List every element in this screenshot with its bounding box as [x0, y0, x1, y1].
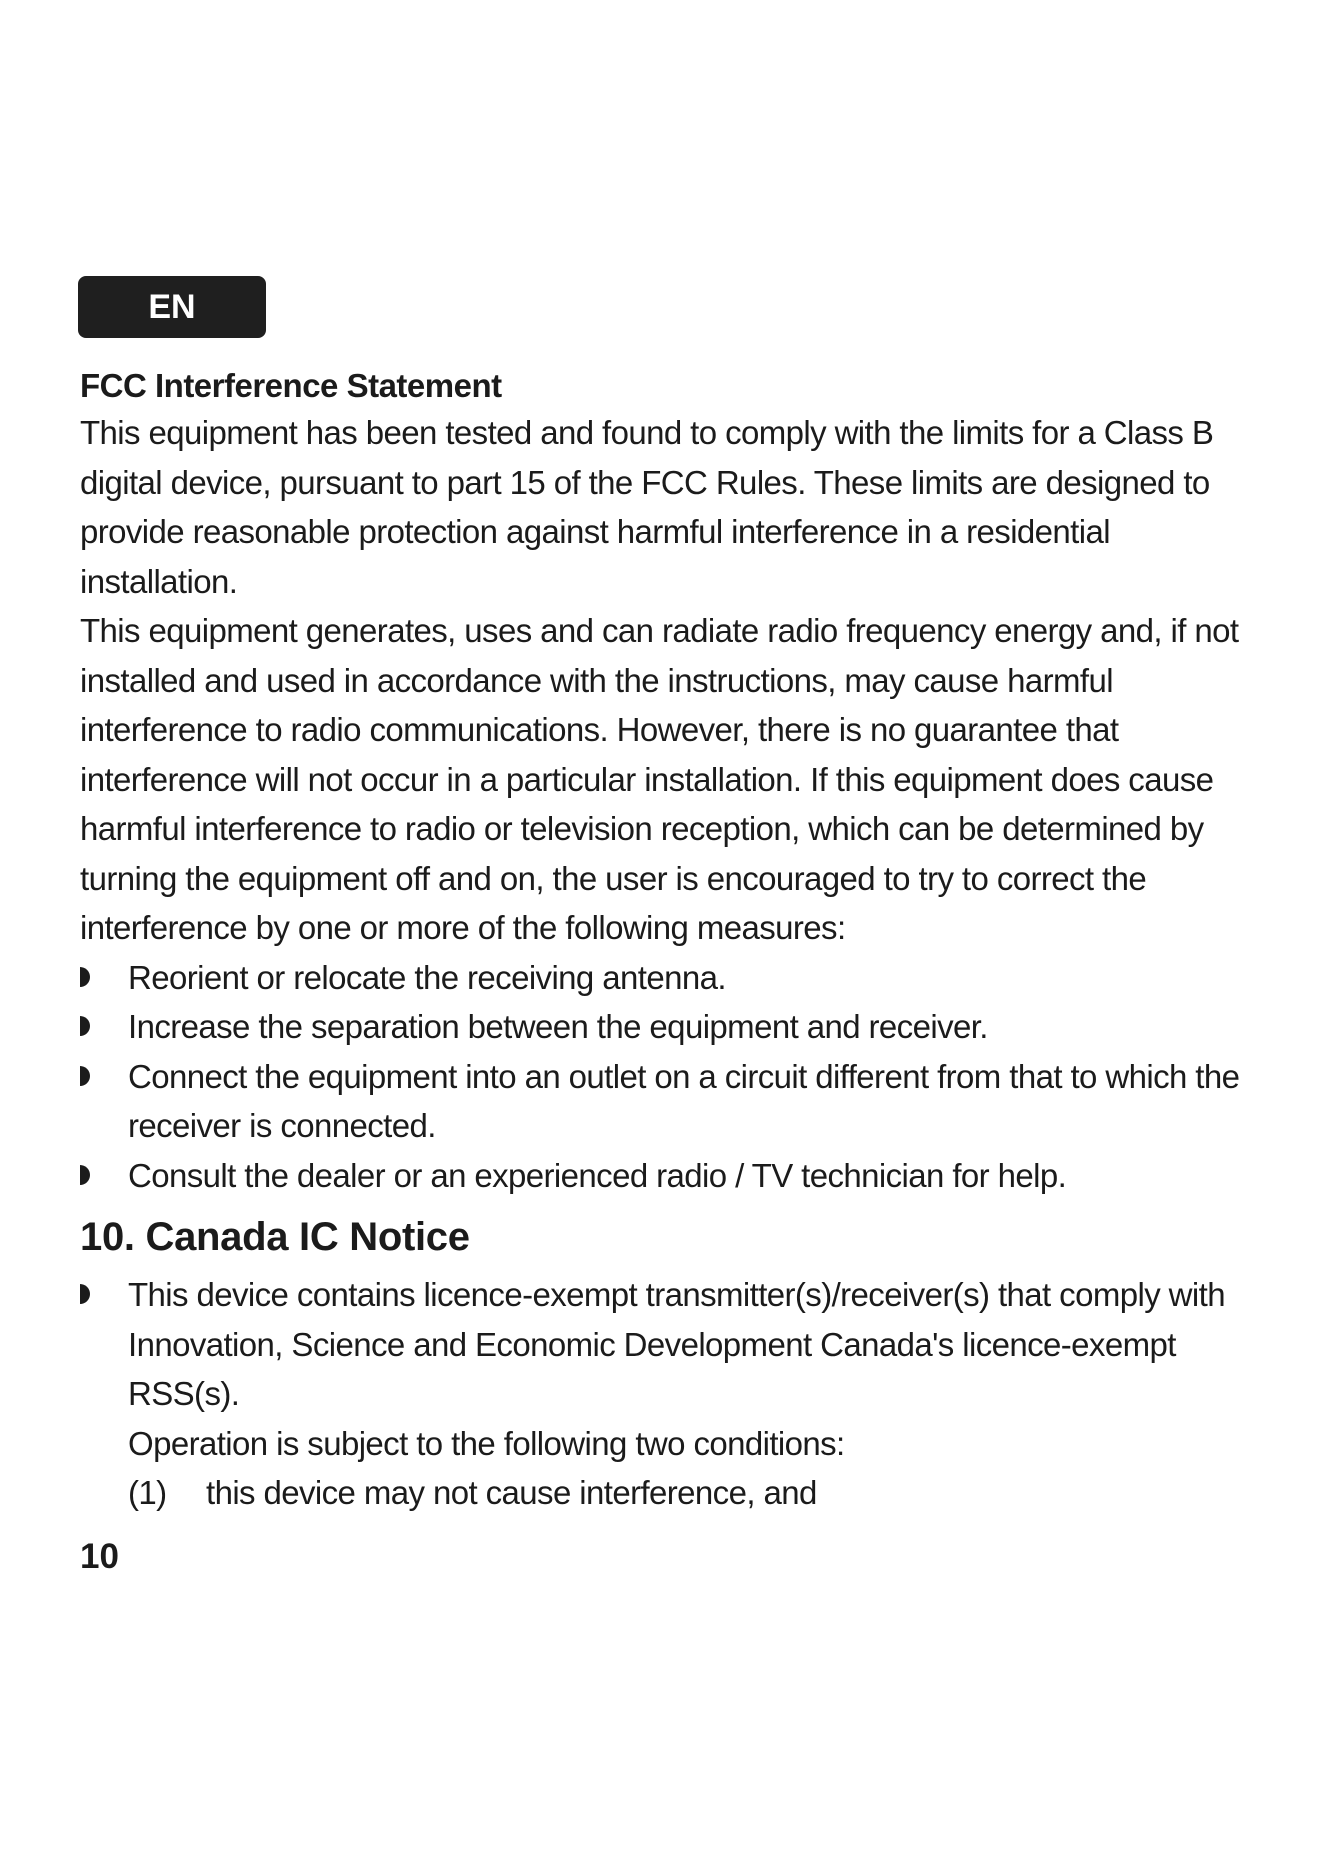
measure-text: Reorient or relocate the receiving antenna.: [128, 958, 726, 996]
condition-text: this device may not cause interference, and: [206, 1474, 817, 1511]
language-tab: EN: [78, 276, 266, 338]
list-item: [80, 953, 1250, 1003]
fcc-measures-list: [80, 953, 1250, 1201]
bullet-icon: [80, 1066, 90, 1086]
canada-notice-list: [80, 1270, 1250, 1518]
measure-text: Consult the dealer or an experienced radio / TV technician for help.: [128, 1156, 1067, 1194]
list-item: [80, 1052, 1250, 1151]
list-item: [80, 1270, 1250, 1518]
fcc-paragraph-2: This equipment generates, uses and can radiate radio frequency energy and, if not installed and used in accordance with the instructions, may cause harmful interference to radio communications. However, there is no guarantee that interference will not occur in a particular installation. If this equipment does cause harmful interference to radio or television reception, which can be determined by turning the equipment off and on, the user is encouraged to try to correct the interference by one or more of the following measures:: [80, 612, 1239, 946]
page-content: [80, 364, 1250, 1518]
measure-text: Increase the separation between the equipment and receiver.: [128, 1008, 988, 1045]
list-item: [80, 1151, 1250, 1201]
bullet-icon: [80, 1016, 90, 1036]
canada-heading: 10. Canada IC Notice: [80, 1215, 470, 1259]
list-item: [80, 1002, 1250, 1052]
condition-item: [128, 1468, 1250, 1518]
page-number: 10: [80, 1537, 119, 1576]
measure-text: Connect the equipment into an outlet on a circuit different from that to which the receiver is connected.: [128, 1057, 1240, 1144]
condition-number: (1): [128, 1474, 167, 1511]
fcc-paragraph-1: This equipment has been tested and found to comply with the limits for a Class B digital device, pursuant to part 15 of the FCC Rules. These limits are designed to provide reasonable protection against harmful interference in a residential installation.: [80, 414, 1214, 600]
operation-text: Operation is subject to the following two conditions:: [128, 1424, 845, 1462]
bullet-icon: [80, 967, 90, 987]
canada-bullet-text: This device contains licence-exempt transmitter(s)/receiver(s) that comply with Innovation, Science and Economic Development Canada's licence-exempt RSS(s).: [128, 1276, 1225, 1412]
bullet-icon: [80, 1165, 90, 1185]
fcc-heading: FCC Interference Statement: [80, 367, 502, 404]
bullet-icon: [80, 1284, 90, 1304]
